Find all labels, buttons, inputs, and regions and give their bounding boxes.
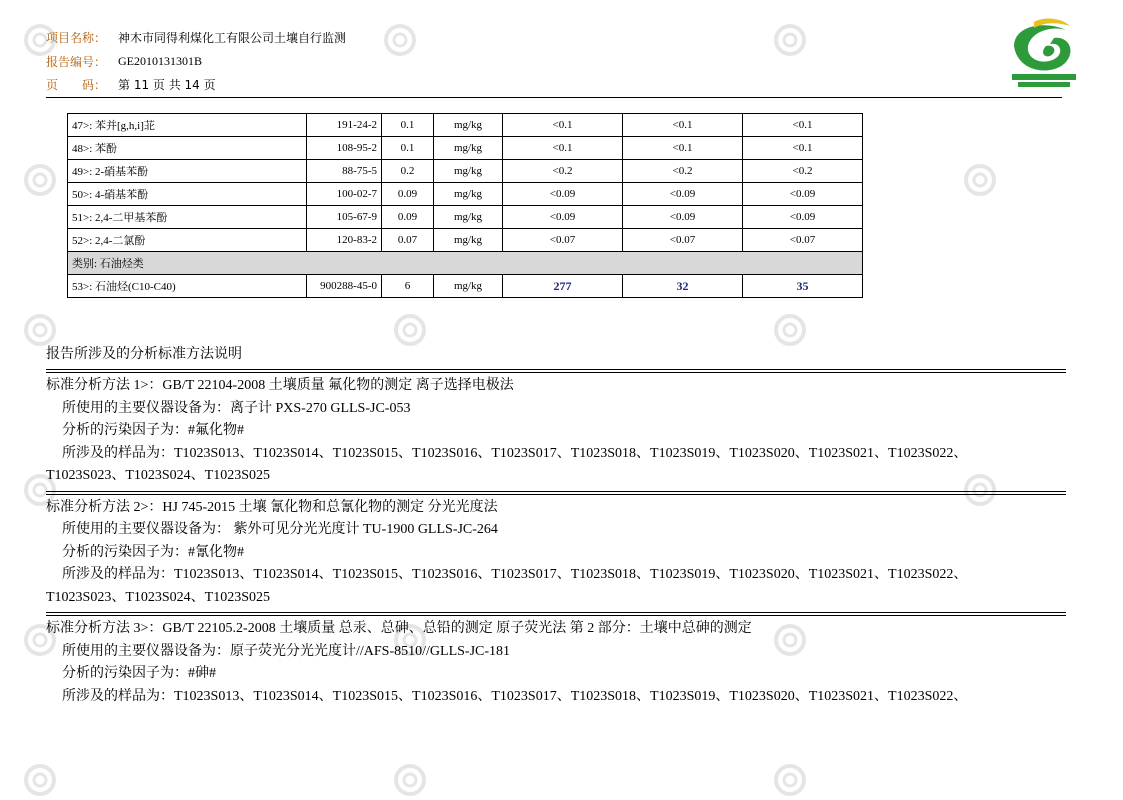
method-1-factor: 分析的污染因子为：#氟化物# [62, 423, 244, 438]
unit: mg/kg [434, 183, 503, 206]
method-2-title: 标准分析方法 2>：HJ 745-2015 土壤 氰化物和总氰化物的测定 分光光度法 [46, 499, 498, 515]
cas-number: 88-75-5 [307, 160, 382, 183]
unit: mg/kg [434, 160, 503, 183]
header-divider [46, 97, 1062, 98]
detection-limit: 0.1 [382, 137, 434, 160]
detection-limit: 0.2 [382, 160, 434, 183]
compound-name: 49>: 2-硝基苯酚 [68, 160, 307, 183]
detection-limit: 0.1 [382, 114, 434, 137]
watermark-logo-icon [20, 160, 60, 200]
page-label: 页 码： [46, 78, 107, 93]
methods-section [46, 344, 1066, 708]
result-value: <0.1 [623, 137, 743, 160]
result-value: <0.07 [743, 229, 863, 252]
cas-number: 120-83-2 [307, 229, 382, 252]
result-value: <0.1 [623, 114, 743, 137]
project-label: 项目名称： [46, 31, 107, 46]
result-value: <0.2 [623, 160, 743, 183]
unit: mg/kg [434, 114, 503, 137]
watermark-logo-icon [20, 760, 60, 800]
method-3-samples: 所涉及的样品为：T1023S013、T1023S014、T1023S015、T1023S016、T1023S017、T1023S018、T1023S019、T1023S020、T1023S021、T1023S022、 [62, 688, 968, 704]
unit: mg/kg [434, 229, 503, 252]
result-value: <0.09 [503, 183, 623, 206]
cas-number: 108-95-2 [307, 137, 382, 160]
report-no-value: GE2010131301B [118, 53, 202, 68]
unit: mg/kg [434, 206, 503, 229]
table-row [68, 114, 863, 137]
result-value: <0.07 [623, 229, 743, 252]
unit: mg/kg [434, 275, 503, 298]
cas-number: 100-02-7 [307, 183, 382, 206]
method-1-equipment: 所使用的主要仪器设备为：离子计 PXS-270 GLLS-JC-053 [62, 400, 411, 416]
project-row [46, 26, 346, 50]
detection-limit: 0.09 [382, 183, 434, 206]
table-row [68, 275, 863, 298]
detection-limit: 0.07 [382, 229, 434, 252]
table-row [68, 229, 863, 252]
category-row [68, 252, 863, 275]
result-value: <0.09 [623, 183, 743, 206]
watermark-logo-icon [770, 760, 810, 800]
result-value: <0.09 [623, 206, 743, 229]
compound-name: 52>: 2,4-二氯酚 [68, 229, 307, 252]
compound-name: 47>: 苯并[g,h,i]苝 [68, 114, 307, 137]
report-no-label: 报告编号： [46, 54, 107, 69]
method-1-title: 标准分析方法 1>：GB/T 22104-2008 土壤质量 氟化物的测定 离子选择电极法 [46, 378, 514, 393]
cas-number: 191-24-2 [307, 114, 382, 137]
method-2-samples-cont: T1023S023、T1023S024、T1023S025 [46, 589, 271, 605]
double-rule [46, 491, 1066, 495]
unit: mg/kg [434, 137, 503, 160]
cas-number: 900288-45-0 [307, 275, 382, 298]
result-value: <0.2 [743, 160, 863, 183]
page-value: 第 11 页 共 14 页 [118, 78, 216, 93]
method-3-equipment: 所使用的主要仪器设备为：原子荧光分光光度计//AFS-8510//GLLS-JC-181 [62, 643, 511, 659]
compound-name: 50>: 4-硝基苯酚 [68, 183, 307, 206]
result-value: <0.1 [743, 137, 863, 160]
result-value: 35 [743, 275, 863, 298]
watermark-logo-icon [380, 20, 420, 60]
compound-name: 48>: 苯酚 [68, 137, 307, 160]
result-value: <0.1 [743, 114, 863, 137]
result-value: 32 [623, 275, 743, 298]
method-3-title: 标准分析方法 3>：GB/T 22105.2-2008 土壤质量 总汞、总砷、总铅的测定 原子荧光法 第 2 部分：土壤中总砷的测定 [46, 621, 752, 636]
cas-number: 105-67-9 [307, 206, 382, 229]
method-2-samples: 所涉及的样品为：T1023S013、T1023S014、T1023S015、T1023S016、T1023S017、T1023S018、T1023S019、T1023S020、T1023S021、T1023S022、 [62, 567, 968, 582]
method-1-samples: 所涉及的样品为：T1023S013、T1023S014、T1023S015、T1023S016、T1023S017、T1023S018、T1023S019、T1023S020、T1023S021、T1023S022、 [62, 445, 968, 461]
result-value: <0.09 [503, 206, 623, 229]
watermark-logo-icon [770, 20, 810, 60]
methods-title: 报告所涉及的分析标准方法说明 [46, 347, 242, 362]
double-rule [46, 612, 1066, 616]
category-label: 类别: 石油烃类 [68, 252, 863, 275]
double-rule [46, 369, 1066, 373]
result-value: <0.09 [743, 206, 863, 229]
watermark-logo-icon [960, 160, 1000, 200]
result-value: 277 [503, 275, 623, 298]
table-row [68, 160, 863, 183]
report-no-row [46, 50, 346, 74]
method-3-factor: 分析的污染因子为：#砷# [62, 666, 216, 681]
result-value: <0.1 [503, 137, 623, 160]
method-2-equipment: 所使用的主要仪器设备为： 紫外可见分光光度计 TU-1900 GLLS-JC-264 [62, 522, 498, 537]
table-row [68, 206, 863, 229]
table-row [68, 183, 863, 206]
project-value: 神木市同得利煤化工有限公司土壤自行监测 [118, 31, 347, 46]
result-value: <0.1 [503, 114, 623, 137]
detection-limit: 6 [382, 275, 434, 298]
result-value: <0.09 [743, 183, 863, 206]
method-2-factor: 分析的污染因子为：#氰化物# [62, 544, 244, 560]
page-row [46, 73, 346, 97]
compound-name: 51>: 2,4-二甲基苯酚 [68, 206, 307, 229]
results-table [67, 113, 863, 298]
result-value: <0.07 [503, 229, 623, 252]
company-logo-icon [1004, 16, 1084, 90]
report-header [46, 26, 346, 97]
table-row [68, 137, 863, 160]
method-1-samples-cont: T1023S023、T1023S024、T1023S025 [46, 468, 271, 483]
compound-name: 53>: 石油烃(C10-C40) [68, 275, 307, 298]
result-value: <0.2 [503, 160, 623, 183]
detection-limit: 0.09 [382, 206, 434, 229]
watermark-logo-icon [390, 760, 430, 800]
